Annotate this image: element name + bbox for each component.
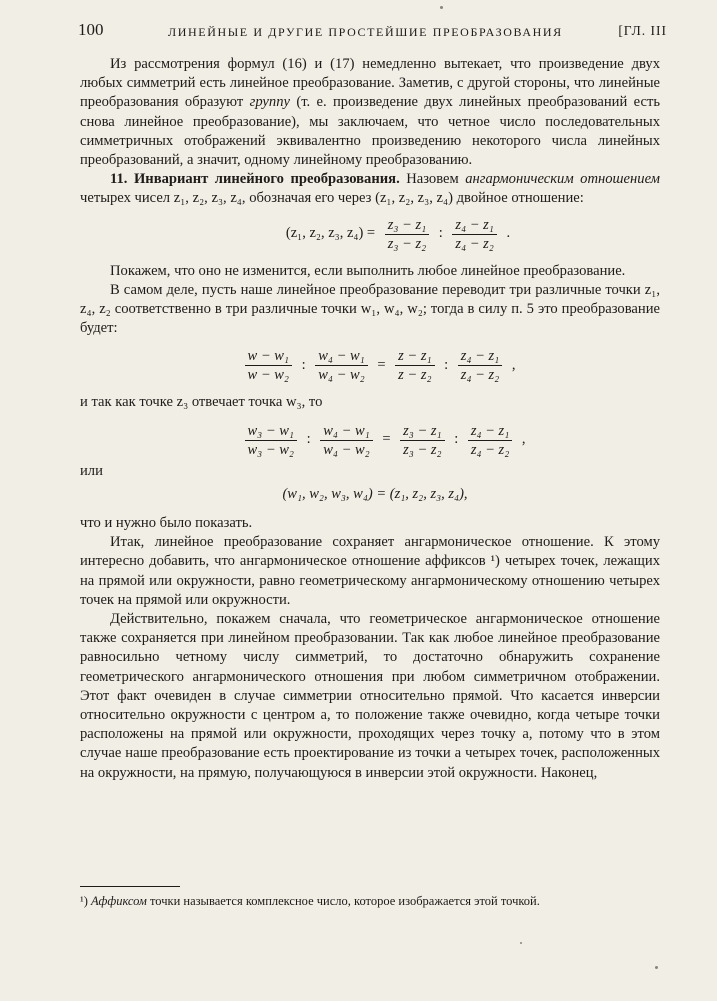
eq1-f2-den: z₄ − z₂	[455, 235, 494, 252]
eq3-f1-num: w₃ − w₁	[245, 423, 297, 441]
eq1-end: .	[506, 225, 511, 242]
eq2-f4-num: z₄ − z₁	[458, 348, 502, 366]
paragraph-5: или	[80, 462, 103, 479]
paragraph-1-text-b: (т. е. произведение двух линейных преобразований есть снова линейное преобразование), мы заключаем, что четное число последовательных симметричных отображений эквивалентно произведению некоторого числа линейных преобразований, а значит, одному линейному преобразованию.	[80, 94, 660, 169]
eq3-f3-num: z₃ − z₁	[400, 423, 444, 441]
eq3-fraction-4	[468, 423, 512, 458]
eq1-op: :	[438, 225, 443, 242]
eq1-f1-den: z₃ − z₂	[387, 235, 427, 252]
equation-invariance: (w₁, w₂, w₃, w₄) = (z₁, z₂, z₃, z₄),	[282, 485, 468, 502]
eq3-equals: =	[382, 431, 391, 448]
eq2-f1-den: w − w₂	[247, 367, 289, 384]
eq3-end: ,	[521, 431, 526, 448]
equation-cross-ratio	[136, 217, 660, 252]
page-body	[80, 55, 660, 783]
eq2-f4-den: z₄ − z₂	[460, 367, 500, 384]
eq3-op1: :	[306, 431, 311, 448]
section-11-text-a: Назовем	[399, 171, 466, 188]
eq3-f2-den: w₄ − w₂	[323, 441, 370, 458]
eq1-f1-num: z₃ − z₁	[385, 217, 429, 235]
eq2-f2-num: w₄ − w₁	[315, 348, 367, 366]
running-title: ЛИНЕЙНЫЕ И ДРУГИЕ ПРОСТЕЙШИЕ ПРЕОБРАЗОВАНИЯ	[168, 25, 563, 39]
eq3-f1-den: w₃ − w₂	[247, 441, 294, 458]
scan-speck	[520, 942, 522, 944]
eq3-f2-num: w₄ − w₁	[320, 423, 372, 441]
eq1-lhs: (z₁, z₂, z₃, z₄) =	[285, 225, 376, 242]
footnote-mark: ¹)	[80, 894, 92, 908]
paragraph-4: и так как точке z₃ отвечает точка w₃, то	[80, 394, 323, 411]
eq2-end: ,	[511, 357, 516, 374]
chapter-label: [ГЛ. III	[618, 23, 667, 38]
equation-transformation	[100, 348, 660, 383]
eq3-f4-num: z₄ − z₁	[468, 423, 512, 441]
footnote-rule	[80, 886, 180, 887]
eq3-f3-den: z₃ − z₂	[403, 441, 442, 458]
section-11-paragraph	[80, 170, 660, 208]
eq2-fraction-3	[395, 348, 434, 383]
eq2-fraction-1	[245, 348, 292, 383]
eq3-op2: :	[454, 431, 459, 448]
equation-substitution	[110, 423, 660, 458]
paragraph-6: что и нужно было показать.	[80, 515, 253, 532]
eq3-f4-den: z₄ − z₂	[470, 441, 510, 458]
term-anharmonic-ratio: ангармоническим отношением	[465, 171, 660, 188]
eq2-op1: :	[301, 357, 306, 374]
footnote	[80, 893, 670, 910]
footnote-text: точки называется комплексное число, которое изображается этой точкой.	[146, 894, 540, 908]
eq2-f2-den: w₄ − w₂	[318, 367, 365, 384]
scan-speck	[655, 966, 658, 969]
page-number: 100	[78, 20, 104, 39]
term-group: группу	[249, 94, 290, 111]
eq3-fraction-3	[400, 423, 444, 458]
paragraph-7: Итак, линейное преобразование сохраняет ангармоническое отношение. К этому интересно добавить, что ангармоническое отношение аффиксов ¹) четырех точек, лежащих на прямой или окружности, равно геометрическому ангармоническому отношению четырех точек на прямой или окружности.	[80, 534, 660, 608]
eq2-f1-num: w − w₁	[245, 348, 292, 366]
section-11-text-b: четырех чисел z₁, z₂, z₃, z₄, обозначая его через (z₁, z₂, z₃, z₄) двойное отношение:	[80, 190, 584, 207]
eq2-fraction-2	[315, 348, 367, 383]
section-heading: 11. Инвариант линейного преобразования.	[110, 171, 400, 188]
eq2-fraction-4	[458, 348, 502, 383]
paragraph-1	[80, 55, 660, 170]
paragraph-1-text-a: Из рассмотрения формул (16) и (17) немедленно вытекает, что произведение двух любых симметрий есть линейное преобразование. Заметив, с другой стороны, что линейные преобразования образуют	[80, 56, 660, 111]
paragraph-8: Действительно, покажем сначала, что геометрическое ангармоническое отношение также сохраняется при линейном преобразовании. Так как любое линейное преобразование равносильно четному числу симметрий, то достаточно обнаружить сохранение геометрического ангармонического отношения при любом симметричном отображении. Этот факт очевиден в случае симметрии относительно прямой. Что касается инверсии относительно окружности с центром a, то положение также очевидно, когда четыре точки расположены на прямой или окружности, проходящих через точку a, потому что в этом случае наше преобразование есть проектирование из точки a четырех точек, расположенных на окружности, на прямую, получающуюся в инверсии этой окружности. Наконец,	[80, 611, 660, 781]
eq1-f2-num: z₄ − z₁	[452, 217, 496, 235]
eq2-f3-num: z − z₁	[395, 348, 434, 366]
scan-speck	[440, 6, 443, 9]
eq2-equals: =	[377, 357, 386, 374]
eq3-fraction-2	[320, 423, 372, 458]
eq3-fraction-1	[245, 423, 297, 458]
paragraph-2: Покажем, что оно не изменится, если выполнить любое линейное преобразование.	[110, 262, 626, 279]
footnote-term: Аффиксом	[91, 894, 147, 908]
eq1-fraction-1	[385, 217, 429, 252]
eq1-fraction-2	[452, 217, 496, 252]
eq2-op2: :	[444, 357, 449, 374]
eq2-f3-den: z − z₂	[398, 367, 432, 384]
page-header	[78, 20, 667, 46]
paragraph-3: В самом деле, пусть наше линейное преобразование переводит три различные точки z₁, z₄, z₂ соответственно в три различные точки w₁, w₄, w₂; тогда в силу п. 5 это преобразование будет:	[80, 281, 660, 337]
